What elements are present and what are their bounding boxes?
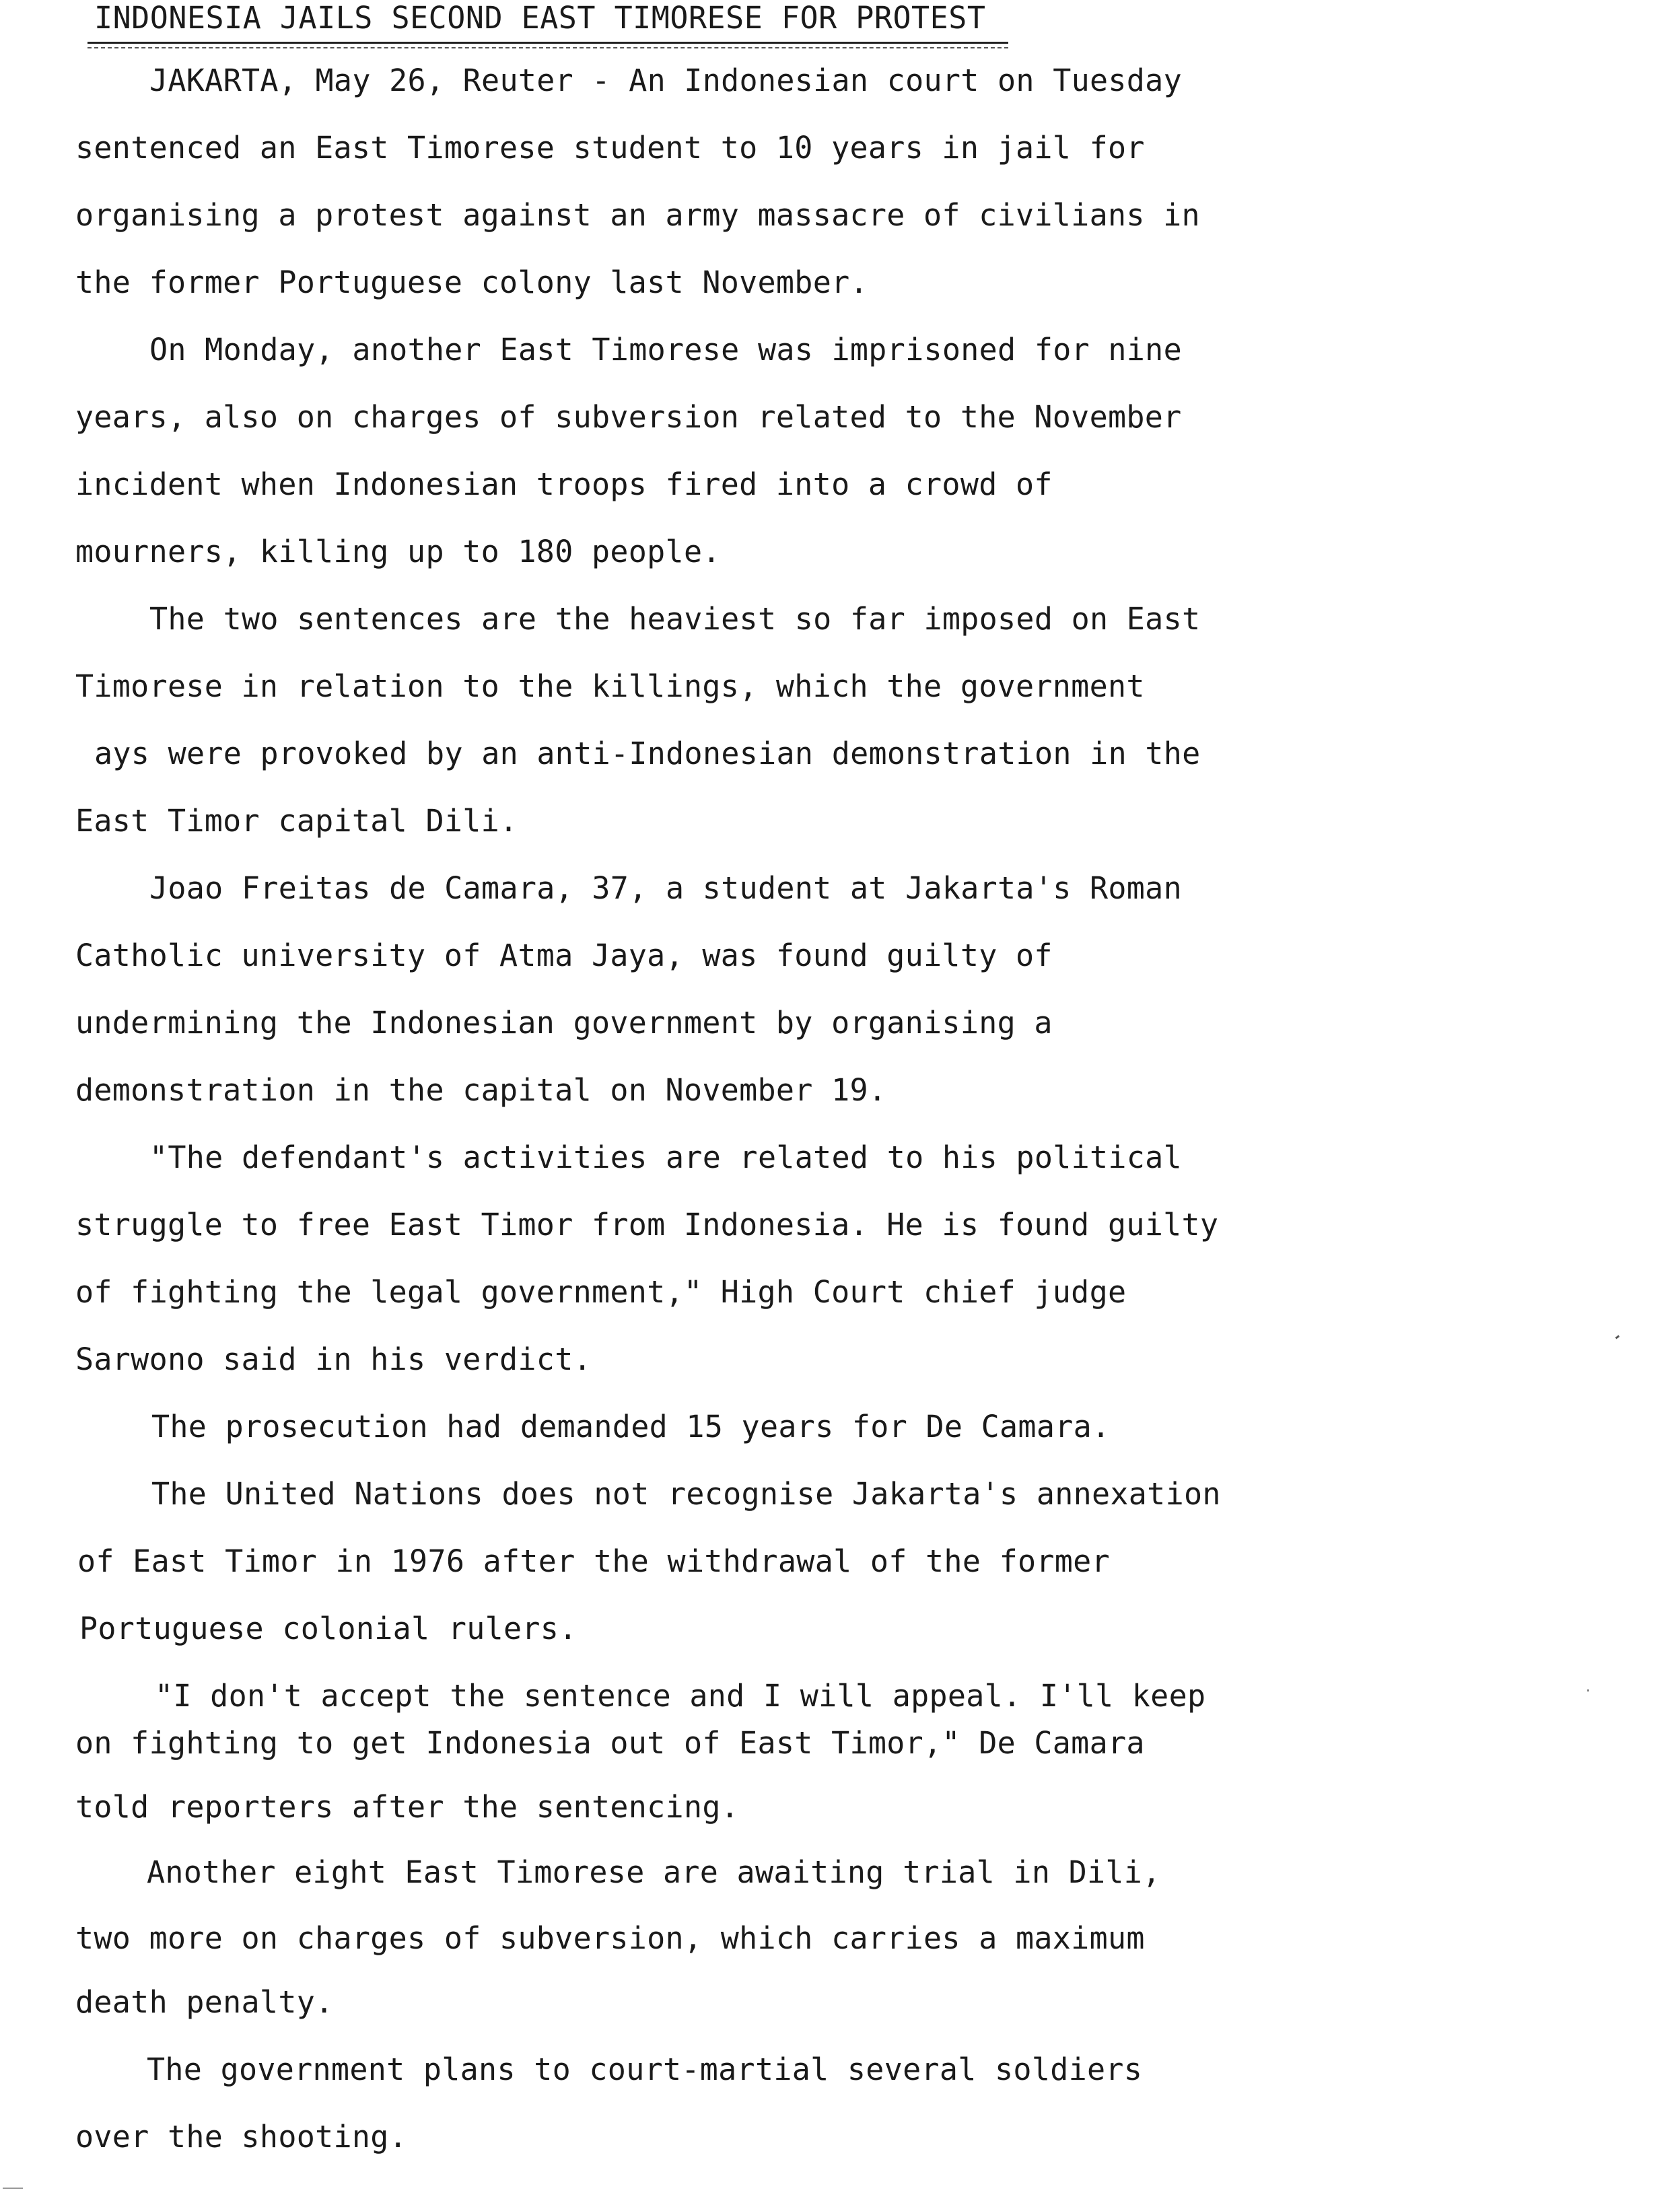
text-line: Portuguese colonial rulers. xyxy=(79,1611,578,1646)
text-line: Another eight East Timorese are awaiting trial in Dili, xyxy=(147,1854,1161,1890)
text-line: Catholic university of Atma Jaya, was found guilty of xyxy=(75,938,1053,973)
headline: INDONESIA JAILS SECOND EAST TIMORESE FOR PROTEST xyxy=(94,0,986,36)
text-line: The government plans to court-martial several soldiers xyxy=(147,2052,1143,2087)
text-line: On Monday, another East Timorese was imprisoned for nine xyxy=(149,332,1182,368)
text-line: of East Timor in 1976 after the withdrawal of the former xyxy=(77,1543,1110,1579)
text-line: ays were provoked by an anti-Indonesian demonstration in the xyxy=(94,736,1201,771)
scan-speck xyxy=(1587,1689,1589,1691)
scan-speck xyxy=(3,2188,23,2189)
text-line: The United Nations does not recognise Jakarta's annexation xyxy=(151,1476,1221,1512)
text-line: sentenced an East Timorese student to 10 years in jail for xyxy=(75,130,1145,166)
text-line: two more on charges of subversion, which carries a maximum xyxy=(75,1920,1145,1956)
text-line: struggle to free East Timor from Indonesia. He is found guilty xyxy=(75,1207,1219,1243)
text-line: on fighting to get Indonesia out of East Timor," De Camara xyxy=(75,1725,1145,1761)
text-line: over the shooting. xyxy=(75,2119,408,2155)
text-line: "The defendant's activities are related to his political xyxy=(149,1140,1182,1175)
text-line: undermining the Indonesian government by organising a xyxy=(75,1005,1053,1041)
text-line: JAKARTA, May 26, Reuter - An Indonesian court on Tuesday xyxy=(149,63,1182,98)
text-line: of fighting the legal government," High Court chief judge xyxy=(75,1274,1127,1310)
text-line: The prosecution had demanded 15 years for De Camara. xyxy=(151,1409,1111,1444)
text-line: Joao Freitas de Camara, 37, a student at Jakarta's Roman xyxy=(149,870,1182,906)
text-line: the former Portuguese colony last November. xyxy=(75,265,868,300)
text-line: East Timor capital Dili. xyxy=(75,803,518,839)
headline-underline-secondary xyxy=(88,47,1008,48)
text-line: "I don't accept the sentence and I will appeal. I'll keep xyxy=(155,1678,1206,1714)
text-line: years, also on charges of subversion related to the November xyxy=(75,399,1182,435)
text-line: mourners, killing up to 180 people. xyxy=(75,534,721,569)
headline-underline xyxy=(88,42,1008,44)
text-line: incident when Indonesian troops fired into a crowd of xyxy=(75,466,1053,502)
text-line: told reporters after the sentencing. xyxy=(75,1789,740,1825)
text-line: Timorese in relation to the killings, which the government xyxy=(75,668,1145,704)
text-line: Sarwono said in his verdict. xyxy=(75,1341,592,1377)
scan-speck xyxy=(1615,1335,1620,1339)
text-line: organising a protest against an army massacre of civilians in xyxy=(75,197,1200,233)
text-line: The two sentences are the heaviest so far imposed on East xyxy=(149,601,1201,637)
text-line: death penalty. xyxy=(75,1984,334,2020)
text-line: demonstration in the capital on November 19. xyxy=(75,1072,887,1108)
